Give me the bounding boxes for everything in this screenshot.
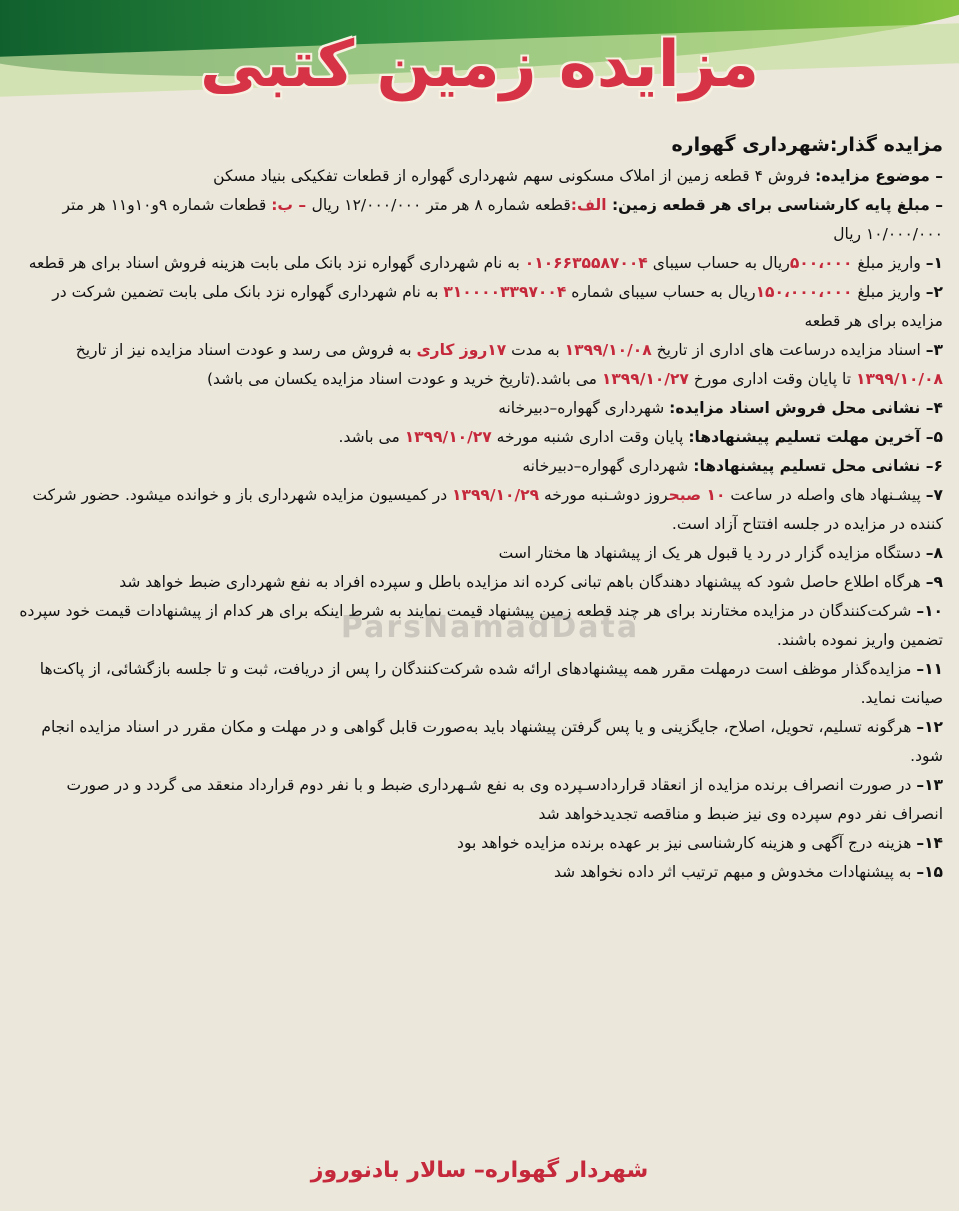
item-text: در صورت انصراف برنده مزایده از انعقاد قراردادسـپرده وی به نفع شـهرداری ضبط و با نفر دوم قرارداد منعقد می گردد و در صورت انصراف نفر دوم سپرده وی نیز ضبط و مناقصه تجدیدخواهد شد [66,776,943,823]
item-number: ۱۳– [916,776,943,794]
item-7 [14,481,943,539]
amount-value: ۱۵۰،۰۰۰،۰۰۰ [755,283,853,301]
item-text: می باشد.(تاریخ خرید و عودت اسناد مزایده یکسان می باشد) [207,370,602,388]
date-value: ۱۳۹۹/۱۰/۰۸ [564,341,652,359]
item-5 [14,423,943,452]
item-text: روز دوشـنبه مورخه [539,486,669,504]
watermark: ParsNamadData [340,610,640,645]
item-text: هزینه درج آگهی و هزینه کارشناسی نیز بر عهده برنده مزایده خواهد بود [457,834,917,852]
item-text: به فروش می رسد و عودت اسناد مزایده نیز از تاریخ [75,341,417,359]
signature: شهردار گهواره– سالار بادنوروز [310,1158,649,1183]
item-number: ۶– [925,457,943,475]
item-text: در کمیسیون مزایده شهرداری باز و خوانده میشود. حضور شرکت کننده در مزایده در جلسه افتتاح آزاد است. [32,486,943,533]
item-text: به نام شهرداری گهواره نزد بانک ملی بابت تضمین شرکت در مزایده برای هر قطعه [52,283,943,330]
item-text: دستگاه مزایده گزار در رد یا قبول هر یک از پیشنهاد ها مختار است [498,544,926,562]
item-13 [14,771,943,829]
item-text: شهرداری گهواره–دبیرخانه [498,399,670,417]
item-number: ۸– [925,544,943,562]
item-9 [14,568,943,597]
amount-value: ۵۰۰،۰۰۰ [789,254,853,272]
item-text: به نام شهرداری گهواره نزد بانک ملی بابت هزینه فروش اسناد برای هر قطعه [28,254,525,272]
item-4 [14,394,943,423]
item-number: ۳– [925,341,943,359]
item-15 [14,858,943,887]
page-title: مزایده زمین کتبی [199,28,760,102]
account-number: ۳۱۰۰۰۰۳۳۹۷۰۰۴ [443,283,567,301]
item-number: ۱۱– [916,660,943,678]
base-price-sep: – [293,196,312,214]
subject-line [14,162,943,191]
item-11 [14,655,943,713]
item-text: هرگاه اطلاع حاصل شود که پیشنهاد دهندگان باهم تبانی کرده اند مزایده باطل و سپرده افراد به نفع شهرداری ضبط خواهد شد [119,573,926,591]
item-6 [14,452,943,481]
item-text: شهرداری گهواره–دبیرخانه [522,457,694,475]
days-value: ۱۷روز کاری [416,341,507,359]
date-value: ۱۳۹۹/۱۰/۲۹ [452,486,540,504]
item-text: به پیشنهادات مخدوش و مبهم ترتیب اثر داده نخواهد شد [553,863,917,881]
item-number: ۴– [925,399,943,417]
base-price-line [14,191,943,249]
item-label: آخرین مهلت تسلیم پیشنهادها: [688,428,926,446]
base-price-a-label: الف: [570,196,612,214]
base-price-b-label: ب: [271,196,294,214]
item-label: نشانی محل تسلیم پیشنهادها: [693,457,926,475]
item-text: مزایده‌گذار موظف است درمهلت مقرر همه پیشنهادهای ارائه شده شرکت‌کنندگان را پس از دریافت، ثبت و تا جلسه بازگشائی، از پاکت‌ها صیانت نماید. [39,660,943,707]
item-3 [14,336,943,394]
item-text: اسناد مزایده درساعت های اداری از تاریخ [651,341,926,359]
item-text: می باشد. [338,428,405,446]
item-text: واریز مبلغ [852,283,926,301]
item-text: هرگونه تسلیم، تحویل، اصلاح، جایگزینی و یا پس گرفتن پیشنهاد باید به‌صورت قابل گواهی و در مهلت و مکان مقرر در اسناد مزایده انجام شود. [41,718,943,765]
item-label: نشانی محل فروش اسناد مزایده: [669,399,926,417]
item-2 [14,278,943,336]
item-14 [14,829,943,858]
item-text: ریال به حساب سیبای شماره [566,283,756,301]
date-value: ۱۳۹۹/۱۰/۲۷ [404,428,492,446]
item-text: واریز مبلغ [852,254,926,272]
organizer-value: شهرداری گهواره [671,134,830,156]
organizer-line [14,131,943,160]
item-text: شرکت‌کنندگان در مزایده مختارند برای هر چند قطعه زمین پیشنهاد قیمت نمایند به شرط اینکه برای هر کدام از پیشنهادات قیمت خود سپرده تضمین واریز نموده باشند. [19,602,943,649]
item-10 [14,597,943,655]
organizer-label: مزایده گذار: [829,134,943,156]
item-8 [14,539,943,568]
date-value: ۱۳۹۹/۱۰/۲۷ [601,370,689,388]
item-12 [14,713,943,771]
item-text: به مدت [506,341,565,359]
item-text: تا پایان وقت اداری مورخ [688,370,856,388]
base-price-a-text: قطعه شماره ۸ هر متر ۱۲/۰۰۰/۰۰۰ ریال [311,196,571,214]
item-number: ۱۴– [916,834,943,852]
base-price-label: – مبلغ پایه کارشناسی برای هر قطعه زمین: [611,196,943,214]
item-number: ۱۰– [916,602,943,620]
item-1 [14,249,943,278]
item-text: ریال به حساب سیبای [647,254,790,272]
date-value: ۱۳۹۹/۱۰/۰۸ [855,370,943,388]
item-number: ۹– [925,573,943,591]
subject-value: فروش ۴ قطعه زمین از املاک مسکونی سهم شهرداری گهواره از قطعات تفکیکی بنیاد مسکن [213,167,816,185]
notice-body [0,123,959,887]
base-price-b-text: قطعات شماره ۹و۱۰و۱۱ هر متر ۱۰/۰۰۰/۰۰۰ ریال [62,196,943,243]
time-value: ۱۰ صبح [668,486,726,504]
item-number: ۵– [925,428,943,446]
item-number: ۱۲– [916,718,943,736]
item-number: ۱۵– [916,863,943,881]
item-text: پیشـنهاد های واصله در ساعت [725,486,926,504]
item-text: پایان وقت اداری شنبه مورخه [491,428,689,446]
item-number: ۷– [925,486,943,504]
item-number: ۲– [925,283,943,301]
account-number: ۰۱۰۶۶۳۵۵۸۷۰۰۴ [524,254,648,272]
item-number: ۱– [925,254,943,272]
subject-label: – موضوع مزایده: [815,167,943,185]
